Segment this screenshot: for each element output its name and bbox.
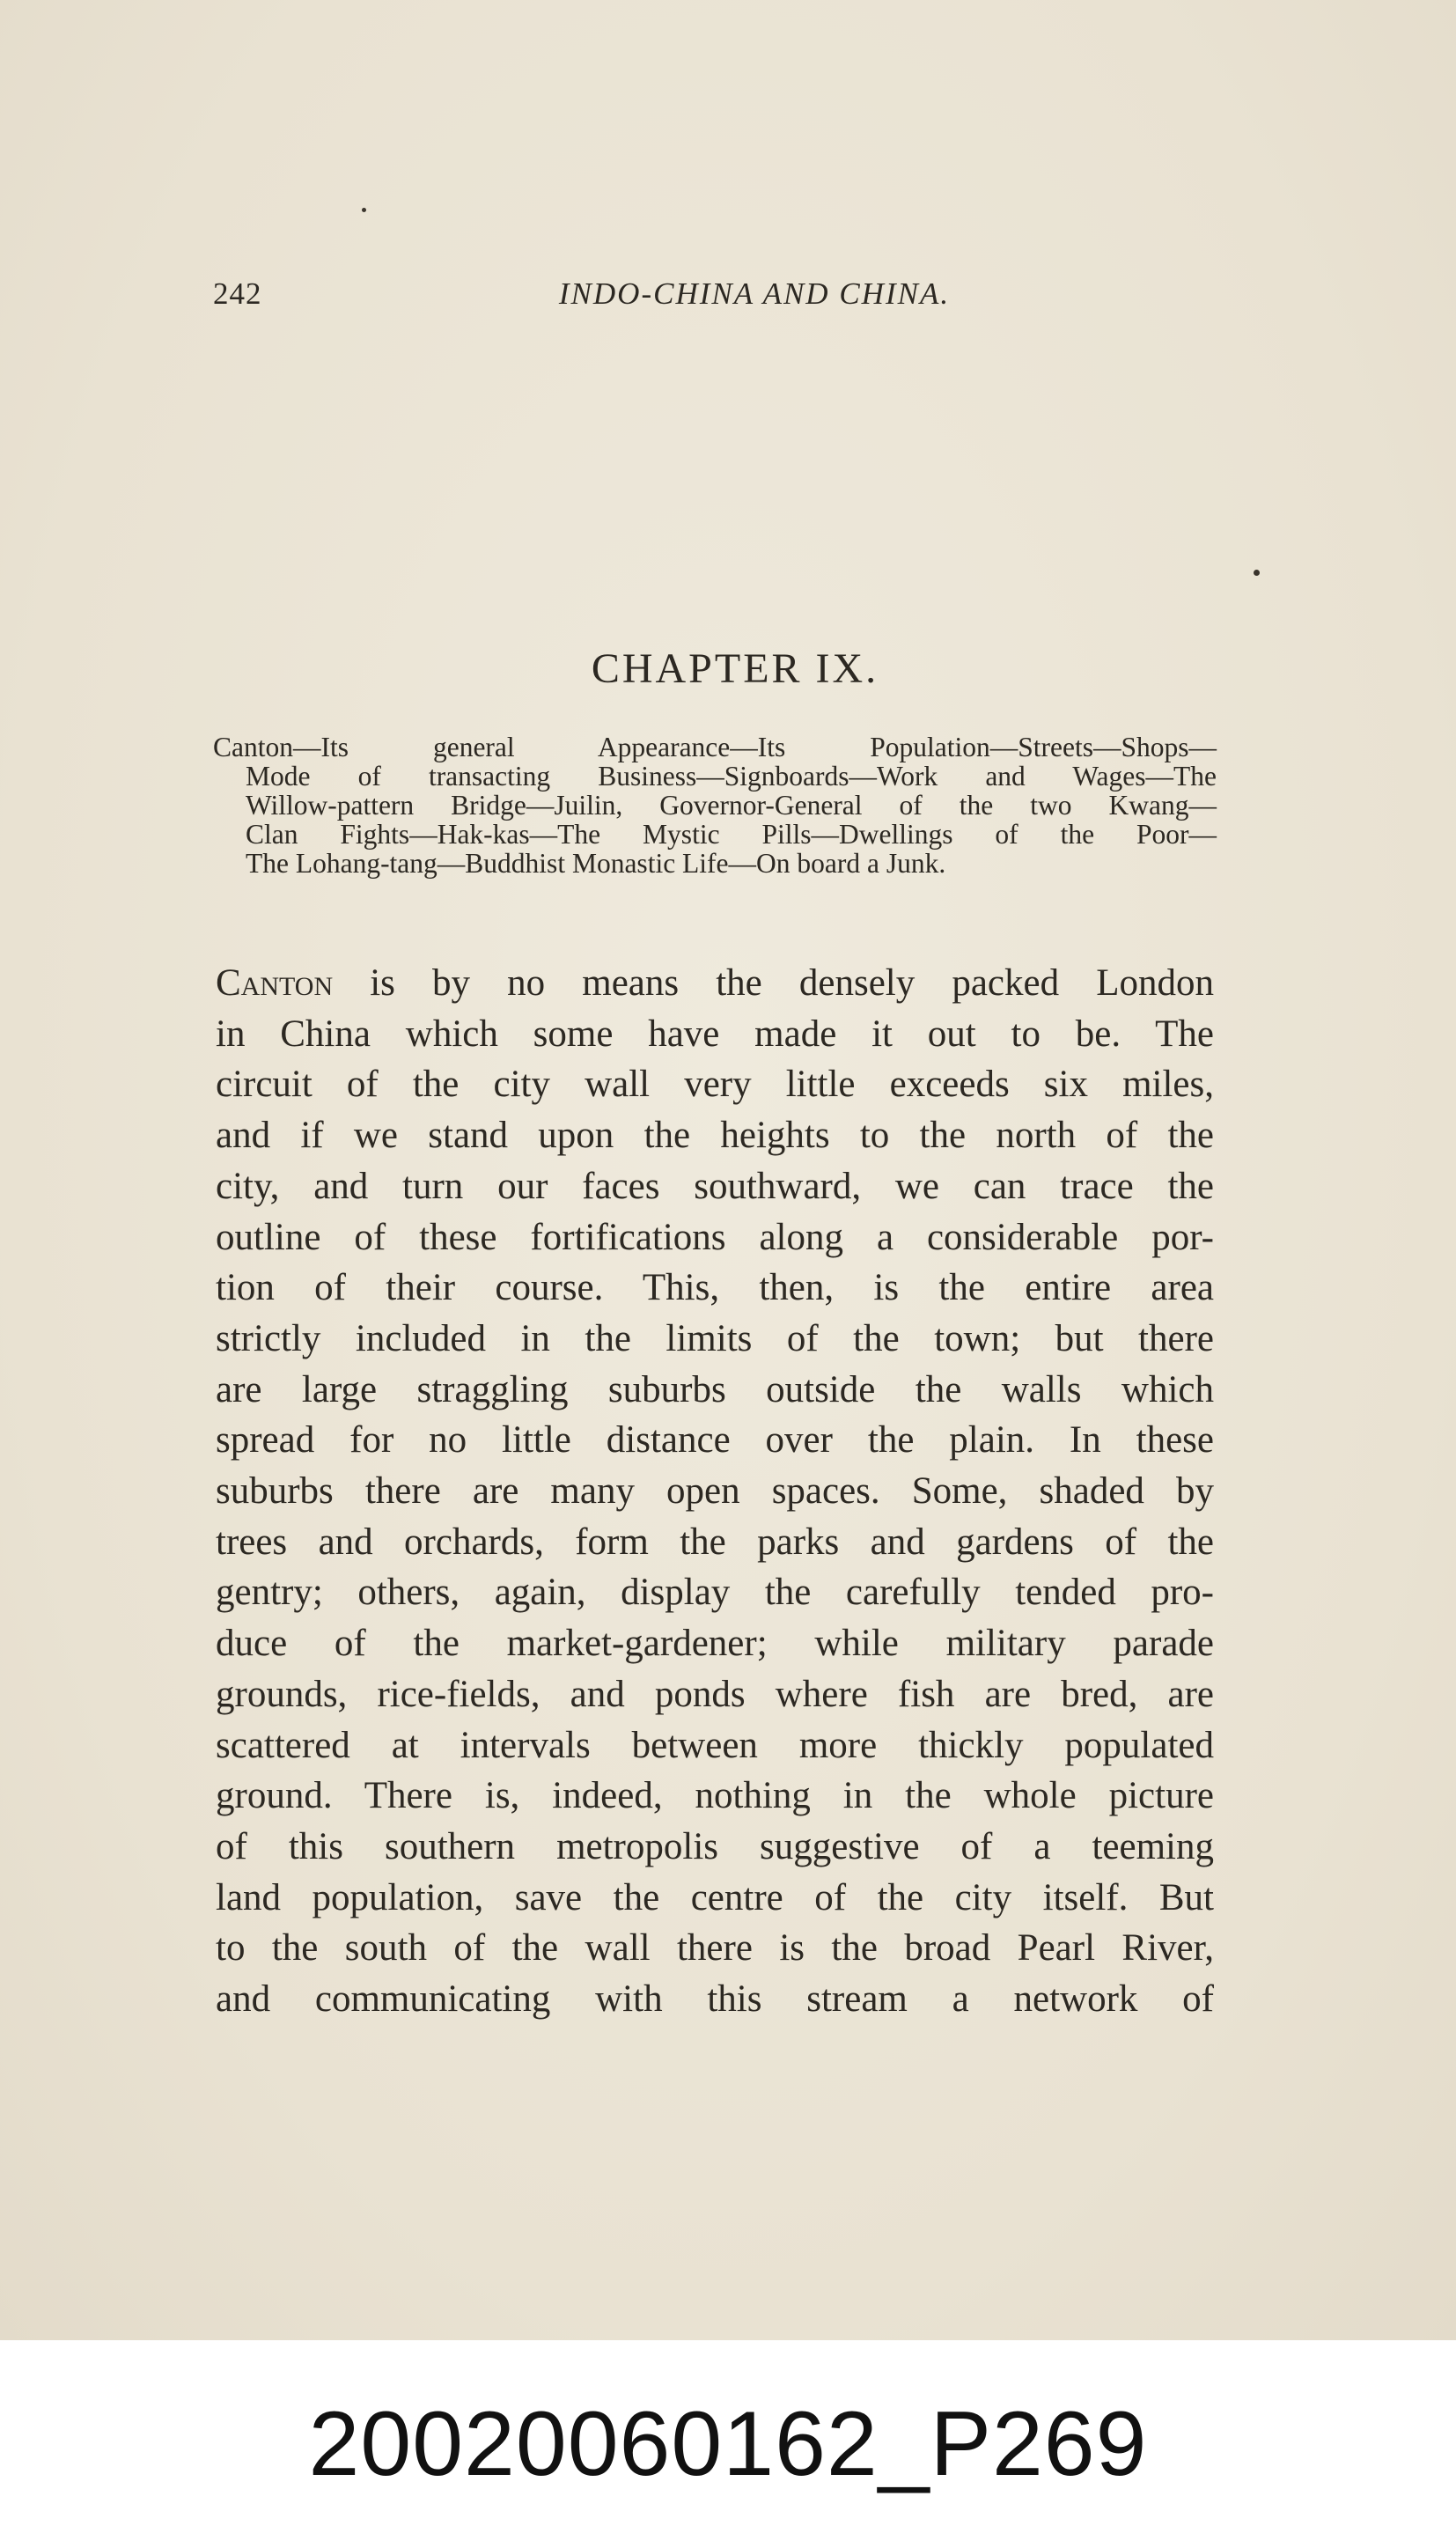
text-line: in China which some have made it out to be. The: [216, 1013, 1214, 1055]
synopsis-line: Clan Fights—Hak-kas—The Mystic Pills—Dwellings of the Poor—: [246, 819, 1217, 850]
text-line: suburbs there are many open spaces. Some, shaded by: [216, 1470, 1214, 1513]
text-line: of this southern metropolis suggestive of a teeming: [216, 1825, 1214, 1867]
text-line: ground. There is, indeed, nothing in the whole picture: [216, 1775, 1214, 1817]
synopsis-line: Mode of transacting Business—Signboards—Work and Wages—The: [246, 761, 1217, 792]
running-head: [213, 276, 1243, 315]
text-line: and if we stand upon the heights to the north of the: [216, 1115, 1214, 1157]
page-number: 242: [213, 276, 262, 311]
text-line: and communicating with this stream a network of: [216, 1978, 1214, 2021]
text-line: to the south of the wall there is the broad Pearl River,: [216, 1927, 1214, 1970]
text-line: spread for no little distance over the plain. In these: [216, 1419, 1214, 1462]
text-line: duce of the market-gardener; while military parade: [216, 1623, 1214, 1665]
ink-speck: [1254, 570, 1260, 576]
body-text: [216, 958, 1214, 2025]
ink-speck: [362, 208, 366, 212]
chapter-synopsis: [213, 733, 1217, 878]
text-line: [216, 958, 1214, 1009]
running-title: INDO-CHINA AND CHINA.: [558, 276, 951, 311]
text-line: trees and orchards, form the parks and gardens of the: [216, 1521, 1214, 1563]
text-line: city, and turn our faces southward, we can trace the: [216, 1165, 1214, 1207]
text-line: land population, save the centre of the city itself. But: [216, 1876, 1214, 1918]
synopsis-line: Willow-pattern Bridge—Juilin, Governor-General of the two Kwang—: [246, 790, 1217, 821]
text-line: gentry; others, again, display the carefully tended pro-: [216, 1572, 1214, 1614]
text-line: outline of these fortifications along a considerable por-: [216, 1216, 1214, 1258]
opening-word: Canton: [216, 962, 334, 1004]
first-line-text: is by no means the densely packed London: [333, 962, 1214, 1004]
text-line: tion of their course. This, then, is the entire area: [216, 1267, 1214, 1309]
chapter-heading: CHAPTER IX.: [591, 645, 879, 692]
image-identifier-caption: 20020060162_P269: [308, 2393, 1148, 2495]
synopsis-line: Canton—Its general Appearance—Its Population—Streets—Shops—: [213, 732, 1217, 762]
text-line: grounds, rice-fields, and ponds where fish are bred, are: [216, 1673, 1214, 1715]
text-line: circuit of the city wall very little exceeds six miles,: [216, 1064, 1214, 1106]
text-line: scattered at intervals between more thickly populated: [216, 1724, 1214, 1766]
synopsis-line: The Lohang-tang—Buddhist Monastic Life—On board a Junk.: [246, 848, 946, 879]
text-line: strictly included in the limits of the town; but there: [216, 1317, 1214, 1359]
text-line: are large straggling suburbs outside the walls which: [216, 1368, 1214, 1410]
